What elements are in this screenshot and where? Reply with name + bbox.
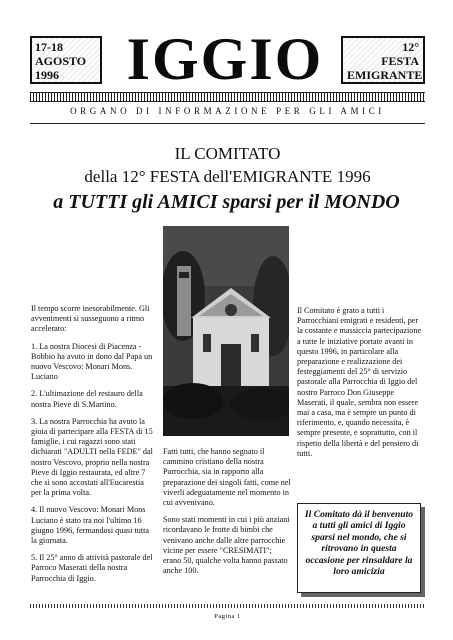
newspaper-title: IGGIO bbox=[126, 26, 324, 92]
masthead bbox=[30, 26, 425, 92]
headline-line-3: a TUTTI gli AMICI sparsi per il MONDO bbox=[53, 191, 400, 213]
festa-line: FESTA bbox=[381, 54, 419, 68]
welcome-callout-box: Il Comitato dà il benvenuto a tutti gli amici di Iggio sparsi nel mondo, che si ritrovano in questa occasione per rinsaldare la loro amicizia bbox=[297, 503, 421, 593]
left-column bbox=[31, 304, 155, 591]
right-column bbox=[297, 306, 425, 466]
paragraph: Il tempo scorre inesorabilmente. Gli avvenimenti si susseguono a ritmo accelerato: bbox=[31, 304, 150, 334]
paragraph: 1. La nostra Diocesi di Piacenza - Bobbio ha avuto in dono dal Papa un nuovo Vescovo: Monari Mons. Luciano bbox=[31, 341, 153, 382]
festa-box bbox=[341, 36, 425, 84]
paragraph: Il Comitato è grato a tutti i Parrocchiani emigrati e residenti, per la costante e massiccia partecipazione a tutte le iniziative portate avanti in questo 1996, in particolare alla preparazione e realizzazione dei festeggiamenti del 25° di servizio pastorale alla Parrocchia di Iggio del nostro Parroco Don Giuseppe Maserati, il quale, sembra non essere mai a casa, ma è sempre un punto di riferimento, e, quando necessita, è sempre presente, e soprattutto, con il rispetto della libertà e del pensiero di tutti. bbox=[297, 306, 422, 458]
middle-column bbox=[163, 447, 291, 583]
thin-divider bbox=[30, 123, 425, 124]
church-photo bbox=[163, 226, 289, 436]
paragraph: Sono stati momenti in cui i più anziani ricordavano le frotte di bimbi che venivano anche dalle altre parrocchie vicine per essere "CRESIMATI"; erano 50, qualche volta hanno passato anche 100. bbox=[163, 515, 290, 576]
date-line: 17-18 bbox=[35, 40, 63, 54]
date-box bbox=[30, 36, 102, 84]
church-photo-drawing bbox=[163, 226, 289, 436]
festa-line: 12° bbox=[402, 40, 419, 54]
headline-line-1: IL COMITATO bbox=[174, 144, 281, 163]
paragraph: Fatti tutti, che hanno segnato il cammino cristiano della nostra Parrocchia, sia in rapporto alla preparazione dei singoli fatti, come nel viverli adeguatamente nel momento in cui avvenivano. bbox=[163, 447, 291, 508]
hatch-divider bbox=[30, 92, 425, 102]
date-line: 1996 bbox=[35, 68, 59, 82]
paragraph: 3. La nostra Parrocchia ha avuto la gioia di partecipare alla FESTA di 15 famiglie, i cui ragazzi sono stati dichiarati "ADULTI nella FEDE" dal nostro Vescovo, proprio nella nostra Pieve di Iggio restaurata, ed altre 7 che si sono accostati all'Eucarestia per la prima volta. bbox=[31, 416, 153, 498]
paragraph: 2. L'ultimazione del restauro della nostra Pieve di S.Martino. bbox=[31, 389, 143, 409]
headline-line-2: della 12° FESTA dell'EMIGRANTE 1996 bbox=[84, 167, 371, 186]
date-line: AGOSTO bbox=[35, 54, 87, 68]
festa-line: EMIGRANTE bbox=[347, 68, 423, 82]
paragraph: 5. Il 25° anno di attività pastorale del Parroco Maserati della nostra Parrocchia di Iggio. bbox=[31, 553, 153, 583]
page-number: Pagina 1 bbox=[214, 613, 241, 620]
paragraph: 4. Il nuovo Vescovo: Monari Mons Luciano è stato tra noi l'ultimo 16 giugno 1996, fermandosi quasi tutta la giornata. bbox=[31, 505, 150, 546]
bottom-divider bbox=[30, 604, 425, 608]
subtitle: ORGANO DI INFORMAZIONE PER GLI AMICI bbox=[70, 106, 385, 116]
